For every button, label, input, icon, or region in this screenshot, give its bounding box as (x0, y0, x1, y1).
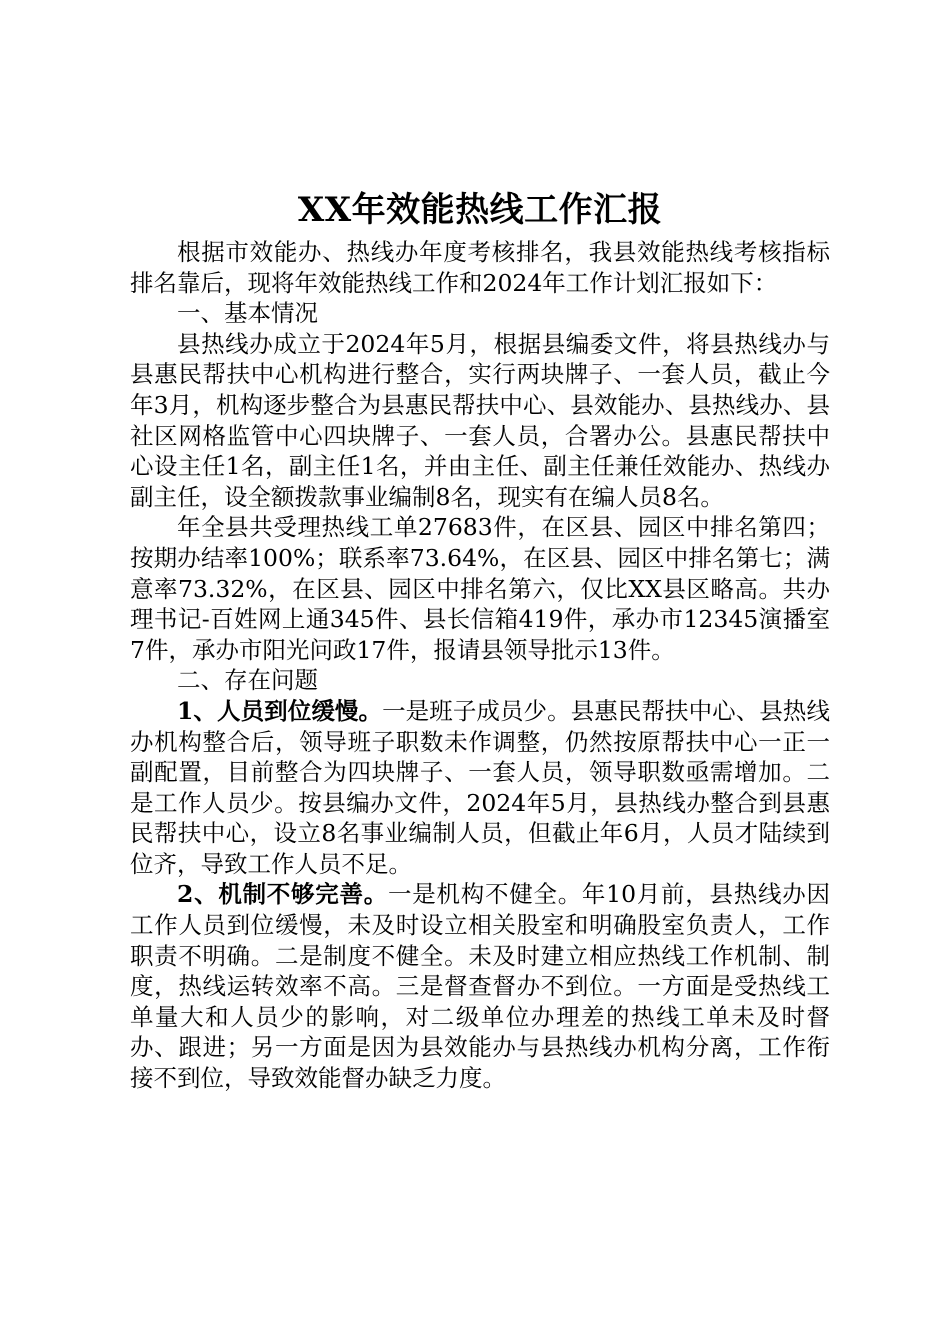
problem-item-2-lead: 2、机制不够完善。 (177, 880, 389, 909)
section-heading-basic-situation: 一、基本情况 (177, 299, 318, 328)
document-title: XX年效能热线工作汇报 (297, 190, 663, 230)
section-heading-existing-problems: 二、存在问题 (177, 666, 318, 695)
intro-paragraph: 根据市效能办、热线办年度考核排名，我县效能热线考核指标排名靠后，现将年效能热线工作和2024年工作计划汇报如下： (130, 238, 830, 297)
problem-item-2-text: 一是机构不健全。年10月前，县热线办因工作人员到位缓慢，未及时设立相关股室和明确股室负责人，工作职责不明确。二是制度不健全。未及时建立相应热线工作机制、制度，热线运转效率不高。三是督查督办不到位。一方面是受热线工单量大和人员少的影响，对二级单位办理差的热线工单未及时督办、跟进；另一方面是因为县效能办与县热线办机构分离，工作衔接不到位，导致效能督办缺乏力度。 (130, 880, 830, 1093)
basic-situation-paragraph-2: 年全县共受理热线工单27683件，在区县、园区中排名第四；按期办结率100%；联系率73.64%，在区县、园区中排名第七；满意率73.32%，在区县、园区中排名第六，仅比XX县区略高。共办理书记-百姓网上通345件、县长信箱419件，承办市12345演播室7件，承办市阳光问政17件，报请县领导批示13件。 (130, 513, 830, 664)
problem-item-1-text: 一是班子成员少。县惠民帮扶中心、县热线办机构整合后，领导班子职数未作调整，仍然按原帮扶中心一正一副配置，目前整合为四块牌子、一套人员，领导职数亟需增加。二是工作人员少。按县编办文件，2024年5月，县热线办整合到县惠民帮扶中心，设立8名事业编制人员，但截止年6月，人员才陆续到位齐，导致工作人员不足。 (130, 696, 831, 878)
basic-situation-paragraph-1: 县热线办成立于2024年5月，根据县编委文件，将县热线办与县惠民帮扶中心机构进行整合，实行两块牌子、一套人员，截止今年3月，机构逐步整合为县惠民帮扶中心、县效能办、县热线办、县社区网格监管中心四块牌子、一套人员，合署办公。县惠民帮扶中心设主任1名，副主任1名，并由主任、副主任兼任效能办、热线办副主任，设全额拨款事业编制8名，现实有在编人员8名。 (130, 329, 830, 511)
document-page (130, 185, 830, 1094)
problem-item-1-lead: 1、人员到位缓慢。 (177, 696, 383, 725)
problem-item-1 (130, 696, 830, 880)
problem-item-2 (130, 879, 830, 1093)
